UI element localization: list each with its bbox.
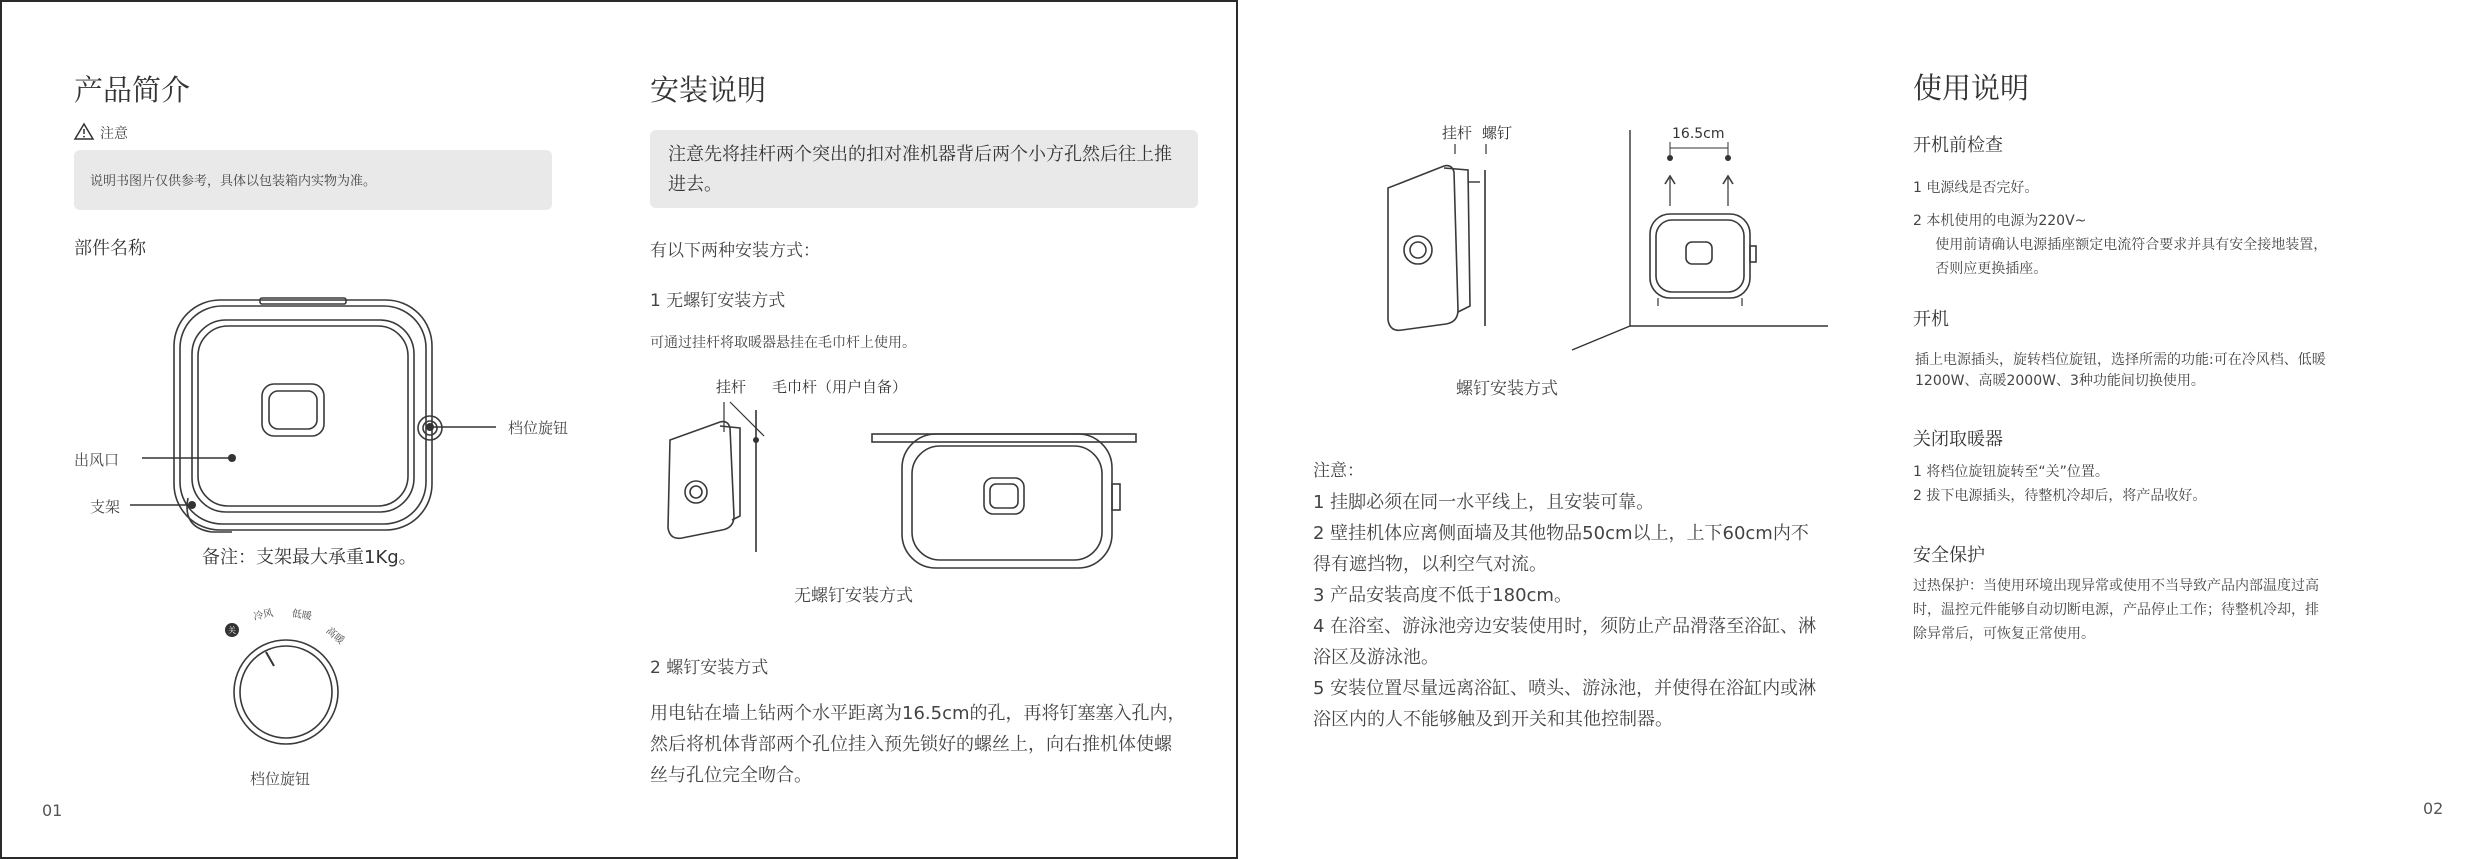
note-line-6: 浴区及游泳池。: [1313, 647, 1439, 668]
note-line-8: 浴区内的人不能够触及到开关和其他控制器。: [1313, 709, 1673, 730]
front-view-illustration: [872, 414, 1142, 574]
method2-desc-line-2: 然后将机体背部两个孔位挂入预先锁好的螺丝上，向右推机体使螺: [650, 734, 1172, 755]
pre-check-line-1: 1 电源线是否完好。: [1913, 180, 2039, 196]
method1-caption: 无螺钉安装方式: [794, 586, 913, 606]
note-line-3: 得有遮挡物，以利空气对流。: [1313, 554, 1547, 575]
label-screw-hook: 挂杆: [1442, 124, 1473, 142]
dial-mark-low: 低暖: [290, 608, 313, 623]
note-line-5: 4 在浴室、游泳池旁边安装使用时，须防止产品滑落至浴缸、淋: [1313, 616, 1817, 637]
pre-check-line-4: 否则应更换插座。: [1913, 261, 2048, 277]
left-page: [0, 0, 1238, 859]
power-off-title: 关闭取暖器: [1913, 429, 2003, 450]
usage-title: 使用说明: [1913, 71, 2030, 105]
screw-caption: 螺钉安装方式: [1456, 379, 1558, 399]
note-line-1: 1 挂脚必须在同一水平线上，且安装可靠。: [1313, 492, 1655, 513]
dial-mark-cool: 冷风: [252, 607, 275, 623]
note-line-2: 2 壁挂机体应离侧面墙及其他物品50cm以上，上下60cm内不: [1313, 523, 1809, 544]
safety-line-3: 除异常后，可恢复正常使用。: [1913, 626, 2095, 642]
safety-title: 安全保护: [1913, 545, 1985, 566]
label-air-outlet: 出风口: [74, 451, 120, 469]
page-number-left: 01: [42, 801, 63, 820]
pre-check-title: 开机前检查: [1913, 135, 2003, 156]
right-page: [1243, 0, 2482, 859]
method2-desc-line-3: 丝与孔位完全吻合。: [650, 765, 812, 786]
screw-install-illustration: [1358, 130, 1858, 370]
install-notice: 注意先将挂杆两个突出的扣对准机器背后两个小方孔然后往上推进去。: [668, 144, 1172, 195]
install-intro: 有以下两种安装方式：: [650, 241, 820, 261]
note-line-4: 3 产品安装高度不低于180cm。: [1313, 585, 1572, 606]
label-screw: 螺钉: [1482, 124, 1513, 142]
side-view-illustration: [652, 396, 792, 556]
safety-line-2: 时，温控元件能够自动切断电源，产品停止工作；待整机冷却，排: [1913, 602, 2319, 618]
notice-text: 说明书图片仅供参考，具体以包装箱内实物为准。: [90, 174, 377, 189]
power-off-line-1: 1 将档位旋钮旋转至“关”位置。: [1913, 464, 2109, 480]
label-knob: 档位旋钮: [508, 419, 569, 437]
power-off-line-2: 2 拔下电源插头，待整机冷却后，将产品收好。: [1913, 488, 2207, 504]
pre-check-line-2: 2 本机使用的电源为220V~: [1913, 213, 2087, 229]
knob-dial-illustration: [214, 600, 374, 760]
method1-desc: 可通过挂杆将取暖器悬挂在毛巾杆上使用。: [650, 335, 916, 351]
page-number-right: 02: [2423, 799, 2444, 818]
dial-mark-high: 高暖: [323, 625, 346, 647]
label-stand: 支架: [90, 498, 121, 516]
install-notice-box: [650, 130, 1198, 208]
power-on-title: 开机: [1913, 309, 1949, 330]
install-title: 安装说明: [650, 73, 767, 107]
method1-title: 1 无螺钉安装方式: [650, 291, 786, 311]
label-towel-bar: 毛巾杆（用户自备）: [772, 378, 908, 396]
pre-check-line-3: 使用前请确认电源插座额定电流符合要求并具有安全接地装置，: [1913, 237, 2328, 253]
svg-text:关: 关: [228, 626, 236, 635]
remark: 备注：支架最大承重1Kg。: [202, 547, 417, 568]
label-hook: 挂杆: [716, 378, 747, 396]
distance-label: 16.5cm: [1672, 126, 1725, 142]
parts-title: 部件名称: [74, 238, 146, 259]
method2-title: 2 螺钉安装方式: [650, 658, 769, 678]
intro-title: 产品简介: [74, 73, 191, 107]
notice-label: 注意: [100, 126, 128, 142]
power-on-line-1: 插上电源插头，旋转档位旋钮，选择所需的功能:可在冷风档、低暖: [1915, 352, 2326, 368]
method2-desc-line-1: 用电钻在墙上钻两个水平距离为16.5cm的孔，再将钉塞塞入孔内，: [650, 703, 1186, 724]
dial-caption: 档位旋钮: [250, 770, 311, 788]
notes-title: 注意：: [1313, 461, 1364, 481]
power-on-line-2: 1200W、高暖2000W、3种功能间切换使用。: [1915, 373, 2205, 389]
safety-line-1: 过热保护：当使用环境出现异常或使用不当导致产品内部温度过高: [1913, 578, 2319, 594]
note-line-7: 5 安装位置尽量远离浴缸、喷头、游泳池，并使得在浴缸内或淋: [1313, 678, 1817, 699]
